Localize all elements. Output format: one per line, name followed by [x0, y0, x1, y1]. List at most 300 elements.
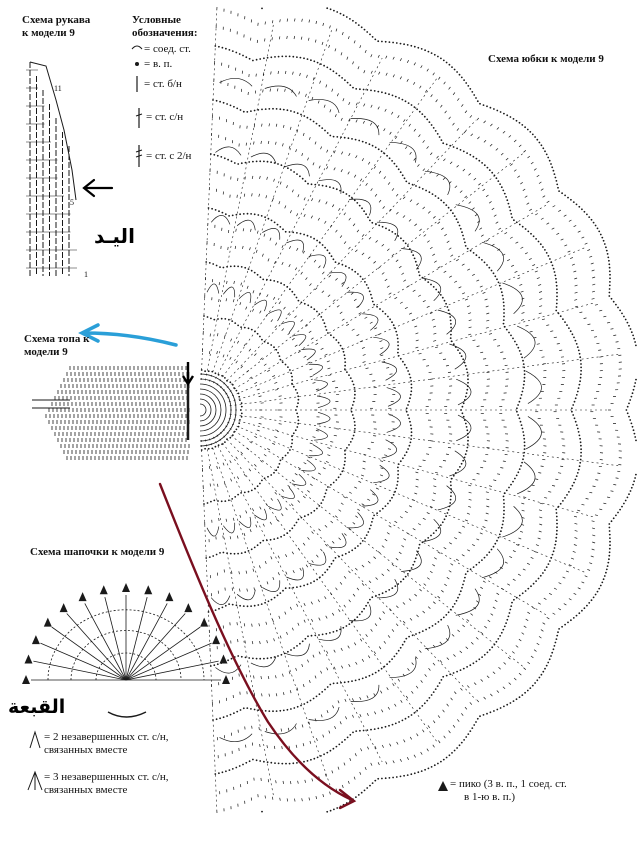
chain-dot — [273, 472, 275, 474]
stitch-mark — [302, 798, 303, 801]
pineapple-arch — [517, 462, 535, 494]
stitch-mark — [423, 518, 426, 519]
stitch-mark — [341, 169, 343, 172]
stitch-mark — [380, 691, 382, 694]
chain-dot — [520, 353, 522, 355]
stitch-mark — [535, 214, 538, 216]
chain-dot — [467, 375, 469, 377]
chain-dot — [605, 572, 607, 574]
stitch-mark — [309, 798, 310, 801]
stitch-mark — [510, 237, 513, 239]
chain-dot — [465, 365, 467, 367]
stitch-mark — [244, 194, 245, 197]
chain-dot — [305, 180, 307, 182]
chain-dot — [503, 496, 505, 498]
chain-dot — [310, 512, 312, 514]
chain-dot — [519, 417, 521, 419]
stitch-mark — [423, 611, 425, 613]
chain-dot — [506, 199, 508, 201]
chain-dot — [252, 60, 254, 62]
chain-dot — [264, 477, 266, 479]
stitch-mark — [582, 504, 585, 505]
chain-dot — [231, 160, 233, 162]
chain-dot — [464, 577, 466, 579]
chain-dot — [488, 267, 490, 269]
chain-dot — [354, 271, 356, 273]
chain-dot — [267, 57, 269, 59]
stitch-mark — [274, 179, 275, 182]
stitch-mark — [371, 71, 372, 74]
chain-dot — [632, 484, 634, 486]
chain-dot — [348, 137, 350, 139]
stitch-mark — [287, 19, 288, 22]
stitch-mark — [486, 240, 489, 242]
picot-mark — [165, 592, 173, 601]
stitch-mark — [237, 477, 238, 480]
stitch-mark — [509, 683, 511, 685]
stitch-mark — [490, 124, 492, 126]
chain-dot — [271, 599, 273, 601]
stitch-mark — [250, 529, 251, 532]
chain-dot — [460, 590, 462, 592]
chain-dot — [425, 190, 427, 192]
chain-dot — [400, 460, 402, 462]
chain-dot — [404, 177, 406, 179]
stitch-mark — [319, 529, 321, 531]
pineapple-arch — [268, 499, 281, 510]
chain-dot — [372, 301, 374, 303]
stitch-mark — [560, 466, 563, 467]
stitch-mark — [292, 480, 294, 482]
stitch-mark — [280, 182, 281, 185]
chain-dot — [245, 162, 247, 164]
chain-dot — [389, 157, 391, 159]
stitch-mark — [266, 622, 267, 625]
chain-dot — [363, 89, 365, 91]
stitch-mark — [457, 719, 459, 721]
stitch-mark — [469, 320, 472, 321]
stitch-mark — [555, 479, 558, 480]
stitch-mark — [348, 36, 349, 39]
chain-dot — [259, 336, 261, 338]
chain-dot — [433, 286, 435, 288]
stitch-mark — [265, 796, 266, 799]
chain-dot — [344, 739, 346, 741]
chain-dot — [254, 709, 256, 711]
chain-dot — [240, 492, 242, 494]
chain-dot — [556, 285, 558, 287]
chain-dot — [224, 500, 226, 502]
stitch-mark — [325, 354, 328, 355]
stitch-mark — [495, 600, 497, 602]
chain-dot — [541, 144, 543, 146]
chain-dot — [354, 424, 356, 426]
chain-dot — [272, 108, 274, 110]
chain-dot — [362, 678, 364, 680]
chain-dot — [575, 340, 577, 342]
chain-dot — [268, 218, 270, 220]
stitch-mark — [499, 228, 502, 230]
stitch-mark — [393, 57, 394, 60]
stitch-mark — [465, 111, 467, 113]
stitch-mark — [538, 473, 541, 474]
stitch-mark — [429, 372, 432, 373]
stitch-mark — [368, 257, 370, 259]
legend-title-line1: Условные — [132, 14, 181, 26]
chain-dot — [254, 605, 256, 607]
fan-spoke — [220, 432, 476, 700]
chain-dot — [348, 444, 350, 446]
chain-dot — [553, 550, 555, 552]
chain-dot — [344, 457, 346, 459]
stitch-mark — [471, 134, 473, 136]
pineapple-arch — [349, 605, 371, 621]
chain-dot — [578, 431, 580, 433]
chain-dot — [391, 658, 393, 660]
chain-dot — [566, 494, 568, 496]
chain-dot — [500, 111, 502, 113]
stitch-mark — [469, 202, 471, 204]
chain-dot — [478, 160, 480, 162]
chain-dot — [516, 411, 518, 413]
chain-dot — [403, 578, 405, 580]
chain-dot — [568, 327, 570, 329]
chain-dot — [346, 447, 348, 449]
stitch-mark — [289, 246, 290, 249]
chain-dot — [326, 329, 328, 331]
fan-spoke — [205, 23, 273, 380]
stitch-mark — [393, 761, 394, 764]
chain-dot — [554, 271, 556, 273]
stitch-mark — [282, 674, 283, 677]
chain-dot — [270, 657, 272, 659]
stitch-mark — [310, 443, 313, 444]
chain-dot — [237, 655, 239, 657]
chain-dot — [394, 163, 396, 165]
chain-dot — [410, 773, 412, 775]
chain-dot — [459, 225, 461, 227]
chain-dot — [440, 761, 442, 763]
stitch-mark — [311, 338, 314, 340]
stitch-mark — [444, 584, 446, 586]
chain-dot — [609, 285, 611, 287]
stitch-mark — [413, 82, 415, 85]
chain-dot — [367, 531, 369, 533]
chain-dot — [439, 136, 441, 138]
stitch-mark — [493, 607, 496, 609]
chain-dot — [358, 24, 360, 26]
stitch-mark — [521, 291, 524, 292]
stitch-mark — [264, 364, 266, 366]
chain-dot — [381, 91, 383, 93]
chain-dot — [292, 762, 294, 764]
chain-dot — [333, 136, 335, 138]
chain-dot — [421, 770, 423, 772]
chain-dot — [508, 487, 510, 489]
stitch-mark — [416, 686, 418, 688]
pineapple-arch — [207, 284, 219, 294]
chain-dot — [564, 195, 566, 197]
fan-spoke — [223, 429, 524, 667]
stitch-mark — [326, 461, 329, 462]
stitch-mark — [293, 72, 294, 75]
stitch-mark — [378, 107, 380, 110]
stitch-mark — [254, 382, 257, 383]
chain-dot — [606, 569, 608, 571]
stitch-mark — [453, 123, 455, 125]
stitch-mark — [370, 123, 372, 126]
chain-dot — [467, 436, 469, 438]
chain-dot — [566, 324, 568, 326]
chain-dot — [329, 135, 331, 137]
chain-dot — [285, 56, 287, 58]
chain-dot — [513, 700, 515, 702]
chain-dot — [469, 154, 471, 156]
stitch-mark — [361, 475, 364, 476]
stitch-mark — [355, 753, 356, 756]
chain-dot — [280, 460, 282, 462]
chain-dot — [277, 163, 279, 165]
chain-dot — [417, 771, 419, 773]
chain-dot — [355, 88, 357, 90]
chain-dot — [240, 109, 242, 111]
stitch-mark — [290, 127, 291, 130]
chain-dot — [409, 397, 411, 399]
chain-dot — [503, 499, 505, 501]
top-title — [24, 333, 89, 359]
chain-dot — [214, 45, 216, 47]
chain-dot — [571, 407, 573, 409]
stitch-mark — [517, 278, 520, 279]
stitch-mark — [294, 799, 295, 802]
chain-dot — [564, 624, 566, 626]
stitch-mark — [264, 234, 265, 237]
chain-dot — [311, 183, 313, 185]
chain-dot — [503, 319, 505, 321]
stitch-mark — [267, 448, 270, 450]
chain-dot — [481, 162, 483, 164]
stitch-mark — [423, 359, 426, 360]
stitch-mark — [277, 88, 278, 91]
chain-dot — [588, 216, 590, 218]
chain-dot — [523, 363, 525, 365]
pineapple-arch — [317, 412, 330, 424]
stitch-mark — [319, 266, 321, 268]
stitch-mark — [380, 355, 383, 356]
stitch-mark — [239, 589, 240, 592]
chain-dot — [546, 154, 548, 156]
stitch-mark — [237, 195, 238, 198]
stitch-mark — [318, 600, 320, 603]
stitch-mark — [253, 569, 254, 572]
chain-dot — [511, 217, 513, 219]
stitch-mark — [310, 450, 313, 451]
chain-dot — [552, 265, 554, 267]
chain-dot — [369, 143, 371, 145]
stitch-mark — [423, 460, 426, 461]
stitch-mark — [362, 347, 365, 348]
chain-dot — [580, 459, 582, 461]
stitch-mark — [403, 602, 405, 604]
stitch-mark — [507, 259, 510, 260]
chain-dot — [572, 414, 574, 416]
stitch-mark — [315, 676, 316, 679]
chain-dot — [287, 452, 289, 454]
stitch-mark — [272, 443, 275, 444]
chain-dot — [369, 528, 371, 530]
chain-dot — [581, 610, 583, 612]
chain-dot — [483, 104, 485, 106]
chain-dot — [627, 406, 629, 408]
chain-dot — [336, 188, 338, 190]
stitch-mark — [469, 173, 471, 175]
chain-dot — [509, 206, 511, 208]
chain-dot — [442, 297, 444, 299]
stitch-mark — [288, 313, 290, 315]
chain-dot — [236, 429, 238, 431]
pineapple-arch — [309, 364, 323, 375]
chain-dot — [405, 718, 407, 720]
chain-dot — [240, 326, 242, 328]
stitch-mark — [506, 158, 508, 160]
chain-dot — [360, 276, 362, 278]
stitch-mark — [295, 316, 297, 318]
chain-dot — [333, 70, 335, 72]
stitch-mark — [349, 218, 351, 220]
stitch-mark — [275, 389, 278, 390]
chain-dot — [279, 108, 281, 110]
chain-dot — [434, 54, 436, 56]
chain-dot — [467, 85, 469, 87]
chain-dot — [268, 108, 270, 110]
chain-dot — [503, 513, 505, 515]
picot-mark — [25, 655, 33, 664]
chain-dot — [229, 381, 231, 383]
chain-dot — [438, 197, 440, 199]
fan-spoke — [217, 78, 437, 385]
stitch-mark — [334, 168, 336, 171]
stitch-mark — [405, 146, 407, 148]
pineapple-arch — [449, 344, 465, 369]
chain-dot — [609, 551, 611, 553]
chain-dot — [503, 312, 505, 314]
stitch-mark — [332, 771, 333, 774]
stitch-mark — [427, 146, 429, 148]
chain-dot — [342, 264, 344, 266]
chain-dot — [459, 744, 461, 746]
skirt-chart — [200, 7, 637, 813]
chain-dot — [313, 510, 315, 512]
chain-dot — [322, 244, 324, 246]
stitch-mark — [570, 258, 573, 259]
chain-dot — [456, 600, 458, 602]
stitch-mark — [440, 642, 442, 644]
pineapple-arch — [425, 171, 450, 195]
stitch-mark — [406, 696, 408, 698]
stitch-mark — [591, 263, 594, 264]
chain-dot — [571, 411, 573, 413]
chain-dot — [327, 486, 329, 488]
stitch-mark — [483, 527, 486, 528]
stitch-mark — [285, 554, 286, 557]
chain-dot — [344, 450, 346, 452]
fan-spoke — [209, 438, 331, 790]
stitch-mark — [435, 472, 438, 473]
chain-dot — [287, 366, 289, 368]
stitch-mark — [453, 654, 455, 656]
stitch-mark — [341, 503, 343, 505]
chain-dot — [473, 662, 475, 664]
chain-dot — [461, 587, 463, 589]
stitch-mark — [486, 499, 489, 500]
stitch-mark — [516, 646, 518, 648]
stitch-mark — [465, 299, 468, 300]
stitch-mark — [282, 329, 284, 331]
chain-dot — [627, 497, 629, 499]
stitch-mark — [501, 153, 503, 155]
stitch-mark — [422, 730, 424, 733]
blue-arrow — [82, 325, 176, 345]
stitch-mark — [322, 42, 323, 45]
chain-dot — [539, 142, 541, 144]
chain-dot — [445, 204, 447, 206]
chain-dot — [520, 421, 522, 423]
stitch-mark — [263, 89, 264, 92]
chain-dot — [248, 161, 250, 163]
stitch-mark — [423, 169, 425, 171]
stitch-mark — [301, 272, 303, 274]
chain-dot — [463, 580, 465, 582]
chain-dot — [376, 512, 378, 514]
chain-dot — [280, 536, 282, 538]
picot-mark — [100, 585, 108, 594]
chain-dot — [254, 213, 256, 215]
chain-dot — [333, 258, 335, 260]
pineapple-arch — [281, 321, 295, 332]
chain-dot — [633, 429, 635, 431]
stitch-mark — [325, 221, 327, 224]
chain-dot — [527, 690, 529, 692]
stitch-mark — [607, 322, 610, 323]
fan-spoke — [201, 10, 217, 380]
pineapple-arch — [449, 451, 465, 476]
chain-dot — [385, 591, 387, 593]
pineapple-arch — [301, 460, 315, 471]
stitch-mark — [523, 569, 526, 570]
chain-dot — [437, 56, 439, 58]
chain-dot — [635, 440, 637, 442]
top-chart — [32, 366, 189, 460]
stitch-mark — [362, 583, 364, 585]
chain-dot — [340, 345, 342, 347]
stitch-mark — [306, 277, 308, 279]
chain-dot — [431, 124, 433, 126]
chain-dot — [397, 341, 399, 343]
chain-dot — [456, 218, 458, 220]
chain-dot — [251, 329, 253, 331]
stitch-mark — [460, 651, 462, 653]
legend-title-line2: обозначения: — [132, 27, 198, 39]
stitch-mark — [217, 484, 218, 487]
stitch-mark — [336, 588, 338, 590]
stitch-mark — [386, 56, 387, 59]
chain-dot — [302, 640, 304, 642]
chain-dot — [353, 418, 355, 420]
stitch-mark — [315, 288, 317, 290]
chain-dot — [499, 635, 501, 637]
stitch-mark — [486, 327, 489, 328]
chain-dot — [519, 350, 521, 352]
